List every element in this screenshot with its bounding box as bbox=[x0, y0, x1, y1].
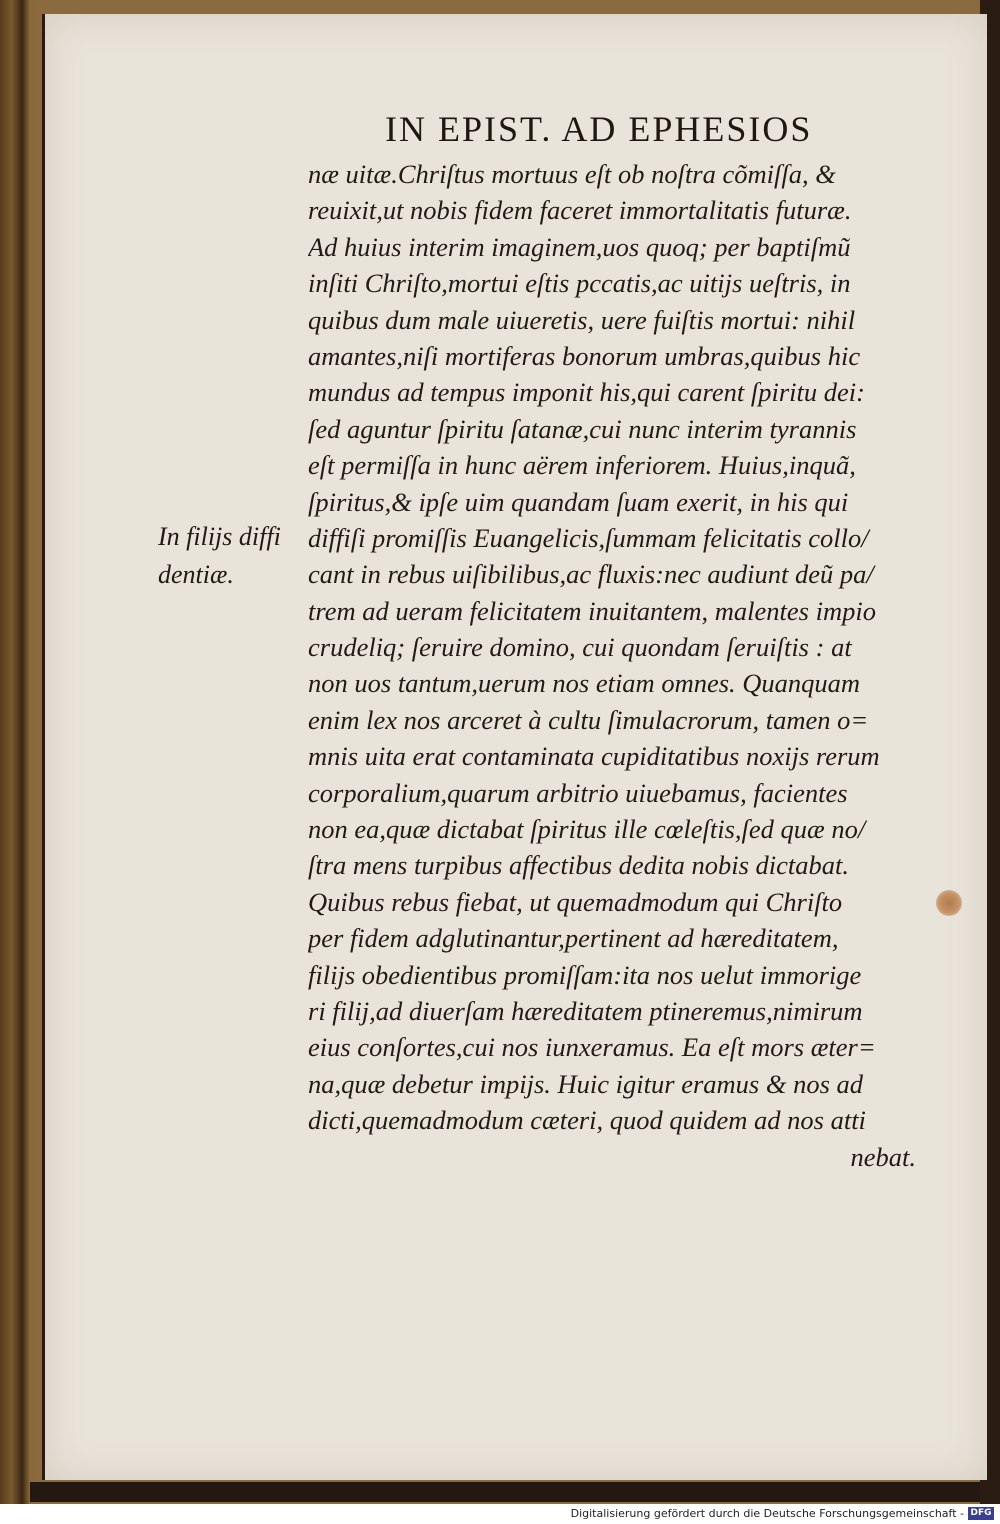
text-line: inſiti Chriſto,mortui eſtis pccatis,ac uitijs ueſtris, in bbox=[308, 268, 851, 299]
text-line: non uos tantum,uerum nos etiam omnes. Quanquam bbox=[308, 668, 861, 699]
text-line: næ uitæ.Chriſtus mortuus eſt ob noſtra cõmiſſa, & bbox=[308, 159, 836, 189]
paper-stain bbox=[936, 890, 962, 916]
text-line: ſpiritus,& ipſe uim quandam ſuam exerit, in his qui bbox=[308, 486, 849, 517]
text-line: cant in rebus uiſibilibus,ac fluxis:nec audiunt deũ pa/ bbox=[308, 559, 874, 590]
margin-note-line: dentiæ. bbox=[158, 560, 234, 589]
text-line: crudeliq; ſeruire domino, cui quondam ſeruiſtis : at bbox=[308, 632, 852, 663]
text-line: ſtra mens turpibus affectibus dedita nobis dictabat. bbox=[308, 850, 850, 881]
text-line: non ea,quæ dictabat ſpiritus ille cœleſtis,ſed quæ no/ bbox=[308, 814, 866, 845]
text-line: ri filij,ad diuerſam hæreditatem ptineremus,nimirum bbox=[308, 995, 863, 1026]
text-line: mnis uita erat contaminata cupiditatibus noxijs rerum bbox=[308, 741, 880, 772]
text-line: quibus dum male uiueretis, uere fuiſtis mortui: nihil bbox=[308, 304, 856, 335]
text-line: per fidem adglutinantur,pertinent ad hæreditatem, bbox=[308, 923, 839, 954]
dfg-logo: DFG bbox=[968, 1507, 994, 1520]
text-line: enim lex nos arceret à cultu ſimulacrorum, tamen o= bbox=[308, 704, 869, 735]
text-line: eius conſortes,cui nos iunxeramus. Ea eſt mors æter= bbox=[308, 1032, 876, 1063]
margin-note-line: In filijs diffi bbox=[158, 522, 281, 551]
margin-note bbox=[158, 518, 298, 594]
text-line: corporalium,quarum arbitrio uiuebamus, facientes bbox=[308, 777, 848, 808]
text-line: dicti,quemadmodum cæteri, quod quidem ad nos atti bbox=[308, 1105, 866, 1136]
text-line: reuixit,ut nobis fidem faceret immortalitatis futuræ. bbox=[308, 195, 852, 226]
text-line: Quibus rebus fiebat, ut quemadmodum qui Chriſto bbox=[308, 886, 843, 917]
text-line: amantes,niſi mortiferas bonorum umbras,quibus hic bbox=[308, 340, 861, 371]
text-line-last: nebat. bbox=[850, 1141, 916, 1172]
text-line: Ad huius interim imaginem,uos quoq; per baptiſmũ bbox=[308, 231, 851, 262]
text-line: na,quæ debetur impijs. Huic igitur eramus & nos ad bbox=[308, 1068, 864, 1099]
text-line: ſed aguntur ſpiritu ſatanæ,cui nunc interim tyrannis bbox=[308, 413, 857, 444]
text-line: eſt permiſſa in hunc aërem inferiorem. Huius,inquã, bbox=[308, 450, 856, 481]
text-line: mundus ad tempus imponit his,qui carent ſpiritu dei: bbox=[308, 377, 865, 408]
page-bottom-shadow bbox=[30, 1482, 980, 1502]
text-line: trem ad ueram felicitatem inuitantem, malentes impio bbox=[308, 595, 876, 626]
text-line: filijs obedientibus promiſſam:ita nos uelut immorige bbox=[308, 959, 862, 990]
footer-credit: Digitalisierung gefördert durch die Deutsche Forschungsgemeinschaft - bbox=[570, 1507, 964, 1520]
body-text bbox=[308, 156, 928, 1175]
running-head: IN EPIST. AD EPHESIOS bbox=[385, 109, 813, 149]
text-line: diffiſi promiſſis Euangelicis,ſummam felicitatis collo/ bbox=[308, 522, 869, 553]
